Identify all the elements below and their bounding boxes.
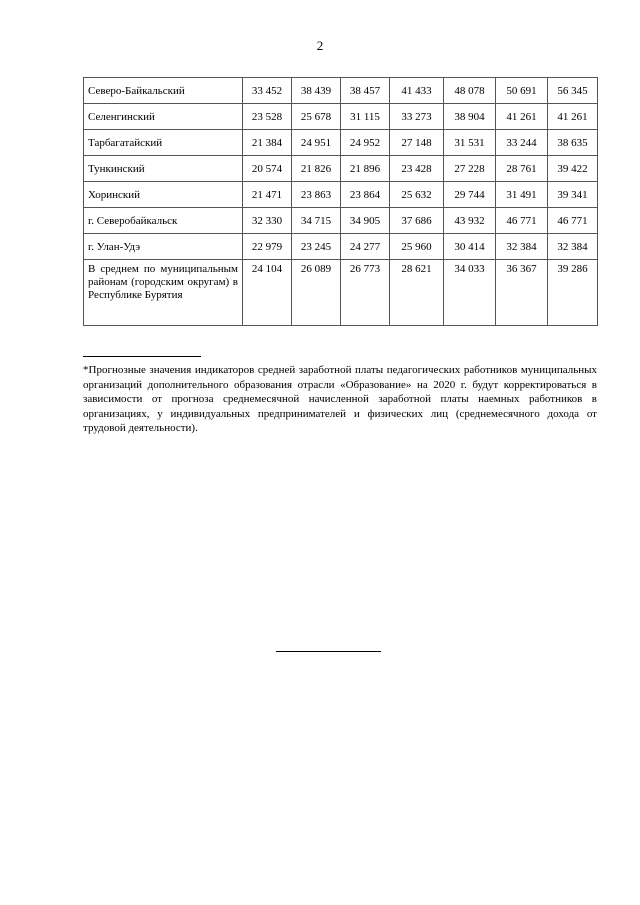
table-row <box>84 104 598 130</box>
table-cell: 32 330 <box>243 208 292 234</box>
salary-table <box>83 77 598 326</box>
table-row <box>84 130 598 156</box>
row-name: Тарбагатайский <box>84 130 243 156</box>
table-cell: 33 452 <box>243 78 292 104</box>
table-row-average <box>84 260 598 326</box>
table-cell: 32 384 <box>548 234 598 260</box>
table-cell: 24 952 <box>341 130 390 156</box>
table-row <box>84 234 598 260</box>
table-cell: 24 951 <box>292 130 341 156</box>
row-name: Северо-Байкальский <box>84 78 243 104</box>
row-name: Хоринский <box>84 182 243 208</box>
table-cell: 48 078 <box>444 78 496 104</box>
table-cell: 23 428 <box>390 156 444 182</box>
table-cell: 25 678 <box>292 104 341 130</box>
table-cell: 36 367 <box>496 260 548 326</box>
table-cell: 31 491 <box>496 182 548 208</box>
table-cell: 23 245 <box>292 234 341 260</box>
end-divider <box>276 651 381 652</box>
table-cell: 21 826 <box>292 156 341 182</box>
table-cell: 29 744 <box>444 182 496 208</box>
row-name: Тункинский <box>84 156 243 182</box>
table-cell: 26 089 <box>292 260 341 326</box>
table-cell: 41 261 <box>496 104 548 130</box>
table-cell: 33 244 <box>496 130 548 156</box>
row-name: г. Северобайкальск <box>84 208 243 234</box>
table-cell: 21 471 <box>243 182 292 208</box>
table-cell: 39 422 <box>548 156 598 182</box>
table-cell: 39 341 <box>548 182 598 208</box>
table-cell: 27 228 <box>444 156 496 182</box>
table-cell: 46 771 <box>496 208 548 234</box>
table-cell: 31 531 <box>444 130 496 156</box>
table-cell: 23 864 <box>341 182 390 208</box>
table-cell: 26 773 <box>341 260 390 326</box>
table-cell: 34 905 <box>341 208 390 234</box>
table-cell: 39 286 <box>548 260 598 326</box>
table-cell: 38 439 <box>292 78 341 104</box>
table-cell: 24 104 <box>243 260 292 326</box>
table-cell: 28 621 <box>390 260 444 326</box>
table-cell: 27 148 <box>390 130 444 156</box>
table-row <box>84 182 598 208</box>
table-cell: 41 433 <box>390 78 444 104</box>
table-cell: 46 771 <box>548 208 598 234</box>
table-cell: 23 863 <box>292 182 341 208</box>
table-cell: 21 384 <box>243 130 292 156</box>
table-cell: 23 528 <box>243 104 292 130</box>
page-number: 2 <box>316 38 324 53</box>
table-cell: 25 632 <box>390 182 444 208</box>
table-cell: 20 574 <box>243 156 292 182</box>
table-cell: 25 960 <box>390 234 444 260</box>
footnote-divider <box>83 356 201 357</box>
table-cell: 30 414 <box>444 234 496 260</box>
table-cell: 34 715 <box>292 208 341 234</box>
table-cell: 38 904 <box>444 104 496 130</box>
table-row <box>84 78 598 104</box>
table-cell: 31 115 <box>341 104 390 130</box>
table-cell: 33 273 <box>390 104 444 130</box>
table-row <box>84 156 598 182</box>
table-cell: 21 896 <box>341 156 390 182</box>
table-cell: 43 932 <box>444 208 496 234</box>
table-cell: 32 384 <box>496 234 548 260</box>
row-name: г. Улан-Удэ <box>84 234 243 260</box>
table-row <box>84 208 598 234</box>
table-cell: 37 686 <box>390 208 444 234</box>
footnote-text: *Прогнозные значения индикаторов средней заработной платы педагогических работников муниципальных организаций дополнительного образования отрасли «Образование» на 2020 г. будут корректироваться в зависимости от прогноза среднемесячной начисленной заработной платы наемных работников в организациях, у индивидуальных предпринимателей и физических лиц (среднемесячного дохода от трудовой деятельности). <box>83 364 597 434</box>
table-cell: 28 761 <box>496 156 548 182</box>
table-cell: 50 691 <box>496 78 548 104</box>
table-cell: 38 635 <box>548 130 598 156</box>
row-name: В среднем по муниципальным районам (городским округам) в Республике Бурятия <box>84 260 243 326</box>
table-cell: 41 261 <box>548 104 598 130</box>
row-name: Селенгинский <box>84 104 243 130</box>
table-cell: 56 345 <box>548 78 598 104</box>
table-cell: 38 457 <box>341 78 390 104</box>
table-cell: 22 979 <box>243 234 292 260</box>
table-cell: 34 033 <box>444 260 496 326</box>
table-cell: 24 277 <box>341 234 390 260</box>
